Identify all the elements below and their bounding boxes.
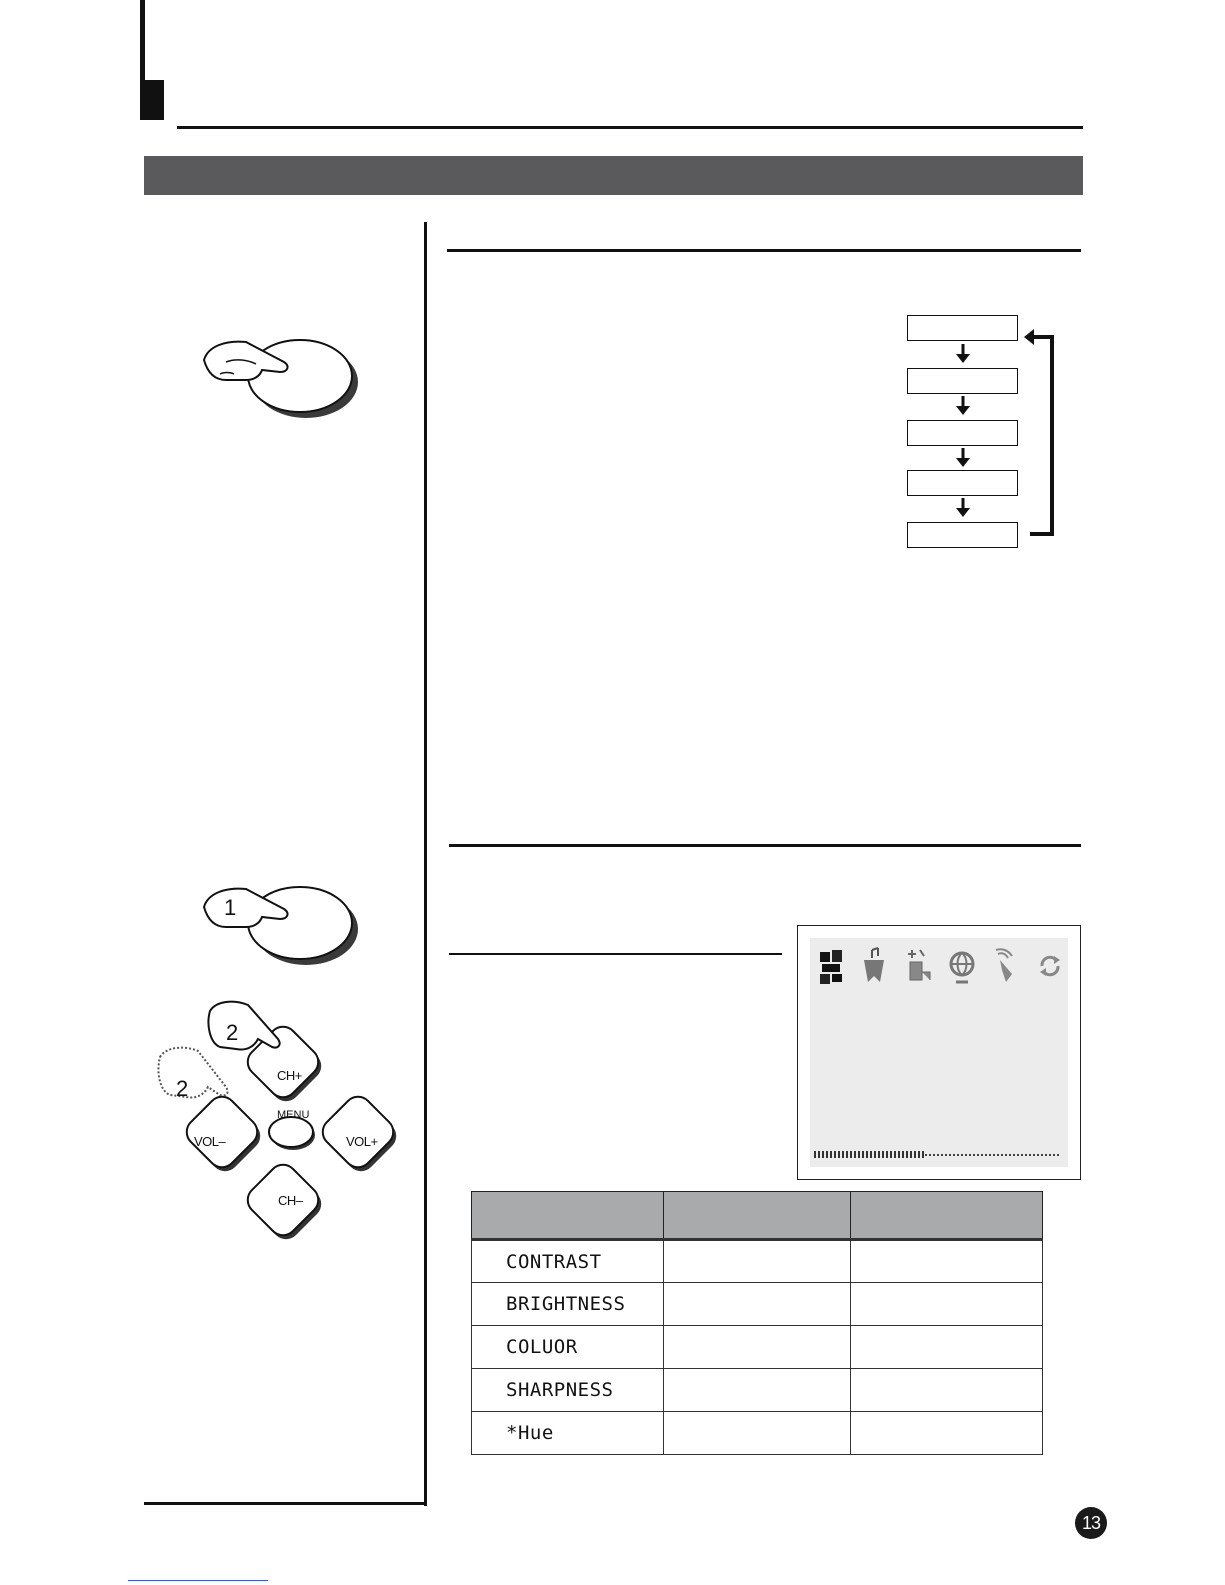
table-row xyxy=(472,1412,1043,1455)
table-cell xyxy=(850,1369,1042,1412)
column-bottom-rule xyxy=(144,1502,427,1505)
table-row xyxy=(472,1369,1043,1412)
menu-button[interactable] xyxy=(272,1119,316,1149)
flow-arrow-1 xyxy=(955,344,971,364)
column-divider xyxy=(424,222,427,1506)
step-1-label: 1 xyxy=(224,895,237,920)
table-cell xyxy=(850,1412,1042,1455)
table-cell xyxy=(850,1326,1042,1369)
header-rule xyxy=(177,126,1083,129)
globe-icon xyxy=(946,946,978,986)
table-cell xyxy=(663,1326,850,1369)
footer-link-underline[interactable] xyxy=(128,1580,268,1581)
flow-arrow-2 xyxy=(955,396,971,416)
page-number-badge: 13 xyxy=(1075,1507,1107,1539)
subsection-rule-2 xyxy=(449,844,1081,847)
ch-plus-button[interactable]: CH+ xyxy=(277,1068,302,1083)
header-corner-block xyxy=(140,80,164,120)
function-icon xyxy=(902,946,934,986)
table-cell-item: COLUOR xyxy=(472,1326,664,1369)
table-cell-item: BRIGHTNESS xyxy=(472,1283,664,1326)
flow-step-box-3 xyxy=(907,420,1018,446)
table-header-cell xyxy=(850,1192,1042,1240)
flow-step-box-4 xyxy=(907,470,1018,496)
table-cell xyxy=(850,1283,1042,1326)
table-cell-item: CONTRAST xyxy=(472,1240,664,1283)
table-row xyxy=(472,1326,1043,1369)
menu-label: MENU xyxy=(277,1109,310,1121)
satellite-icon xyxy=(990,946,1022,986)
sound-icon xyxy=(858,946,890,986)
flow-step-box-1 xyxy=(907,315,1018,341)
step-2-label-ch: 2 xyxy=(226,1020,239,1045)
table-cell xyxy=(663,1240,850,1283)
table-header-cell xyxy=(663,1192,850,1240)
flow-arrow-3 xyxy=(955,448,971,468)
picture-settings-table xyxy=(471,1191,1043,1455)
step-2-label-vol: 2 xyxy=(176,1076,189,1101)
table-row xyxy=(472,1283,1043,1326)
osd-level-bar-track xyxy=(925,1154,1060,1156)
osd-menu-screen xyxy=(797,925,1081,1180)
table-header-cell xyxy=(472,1192,664,1240)
hand-press-button-illustration xyxy=(196,332,368,424)
flow-step-box-5 xyxy=(907,522,1018,548)
subsection-rule-1 xyxy=(447,249,1081,252)
flow-step-box-2 xyxy=(907,368,1018,394)
table-cell xyxy=(663,1283,850,1326)
section-title-band xyxy=(144,156,1083,195)
remote-dpad-illustration xyxy=(150,995,400,1240)
table-cell xyxy=(663,1412,850,1455)
table-cell-item: *Hue xyxy=(472,1412,664,1455)
hand-press-button-step1-illustration xyxy=(196,879,368,971)
osd-level-bar-filled xyxy=(814,1151,925,1158)
osd-menu-area xyxy=(810,938,1068,1167)
vol-plus-button[interactable]: VOL+ xyxy=(346,1134,378,1149)
table-cell-item: SHARPNESS xyxy=(472,1369,664,1412)
table-header-row xyxy=(472,1192,1043,1240)
subsection-underline xyxy=(449,953,782,955)
table-cell xyxy=(663,1369,850,1412)
refresh-icon xyxy=(1034,946,1066,986)
table-row xyxy=(472,1240,1043,1283)
vol-minus-button[interactable]: VOL– xyxy=(194,1134,226,1149)
table-cell xyxy=(850,1240,1042,1283)
flow-arrow-4 xyxy=(955,498,971,518)
picture-icon xyxy=(816,946,848,986)
flow-return-arrow xyxy=(1022,322,1058,542)
ch-minus-button[interactable]: CH– xyxy=(278,1193,303,1208)
